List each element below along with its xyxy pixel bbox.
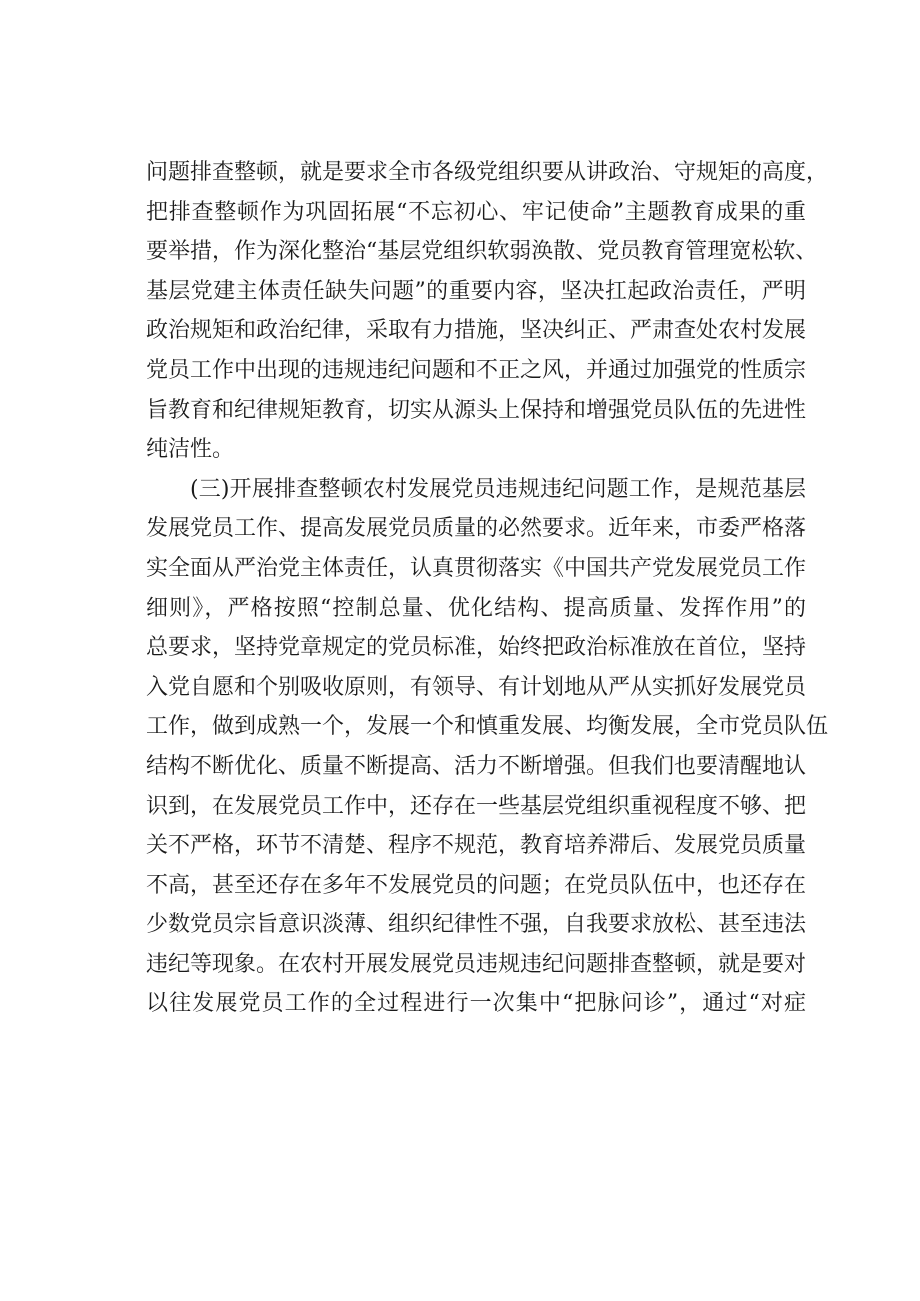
- text-line: 基层党建主体责任缺失问题”的重要内容，坚决扛起政治责任，严明: [146, 278, 806, 304]
- text-line: 违纪等现象。在农村开展发展党员违规违纪问题排查整顿，就是要对: [146, 951, 807, 977]
- paragraph-2: [146, 470, 829, 1024]
- text-line: 以往发展党员工作的全过程进行一次集中“把脉问诊”，通过“对症: [146, 991, 806, 1017]
- text-line: 识到，在发展党员工作中，还存在一些基层党组织重视程度不够、把: [146, 793, 807, 819]
- text-line: 结构不断优化、质量不断提高、活力不断增强。但我们也要清醒地认: [146, 753, 807, 779]
- text-line: 发展党员工作、提高发展党员质量的必然要求。近年来，市委严格落: [146, 516, 807, 542]
- document-body: [146, 153, 829, 1024]
- text-line: 问题排查整顿，就是要求全市各级党组织要从讲政治、守规矩的高度，: [146, 160, 829, 185]
- text-line: 党员工作中出现的违规违纪问题和不正之风，并通过加强党的性质宗: [146, 357, 807, 383]
- text-line: 工作，做到成熟一个，发展一个和慎重发展、均衡发展，全市党员队伍: [146, 714, 829, 740]
- text-line: 关不严格，环节不清楚、程序不规范，教育培养滞后、发展党员质量: [146, 833, 807, 859]
- text-line: 入党自愿和个别吸收原则，有领导、有计划地从严从实抓好发展党员: [146, 674, 807, 700]
- text-line: 不高，甚至还存在多年不发展党员的问题；在党员队伍中，也还存在: [146, 872, 807, 898]
- text-line: 要举措，作为深化整治“基层党组织软弱涣散、党员教育管理宽松软、: [146, 239, 818, 265]
- text-line: 少数党员宗旨意识淡薄、组织纪律性不强，自我要求放松、甚至违法: [146, 912, 807, 938]
- text-line: 实全面从严治党主体责任，认真贯彻落实《中国共产党发展党员工作: [146, 555, 807, 581]
- paragraph-1: [146, 153, 829, 470]
- text-line: 把排查整顿作为巩固拓展“不忘初心、牢记使命”主题教育成果的重: [146, 199, 806, 225]
- text-line: 总要求，坚持党章规定的党员标准，始终把政治标准放在首位，坚持: [146, 635, 807, 661]
- text-line: 纯洁性。: [146, 437, 235, 463]
- text-line: 政治规矩和政治纪律，采取有力措施，坚决纠正、严肃查处农村发展: [146, 318, 807, 344]
- text-line: 细则》，严格按照“控制总量、优化结构、提高质量、发挥作用”的: [146, 595, 806, 621]
- text-line: (三)开展排查整顿农村发展党员违规违纪问题工作，是规范基层: [190, 476, 806, 502]
- text-line: 旨教育和纪律规矩教育，切实从源头上保持和增强党员队伍的先进性: [146, 397, 807, 423]
